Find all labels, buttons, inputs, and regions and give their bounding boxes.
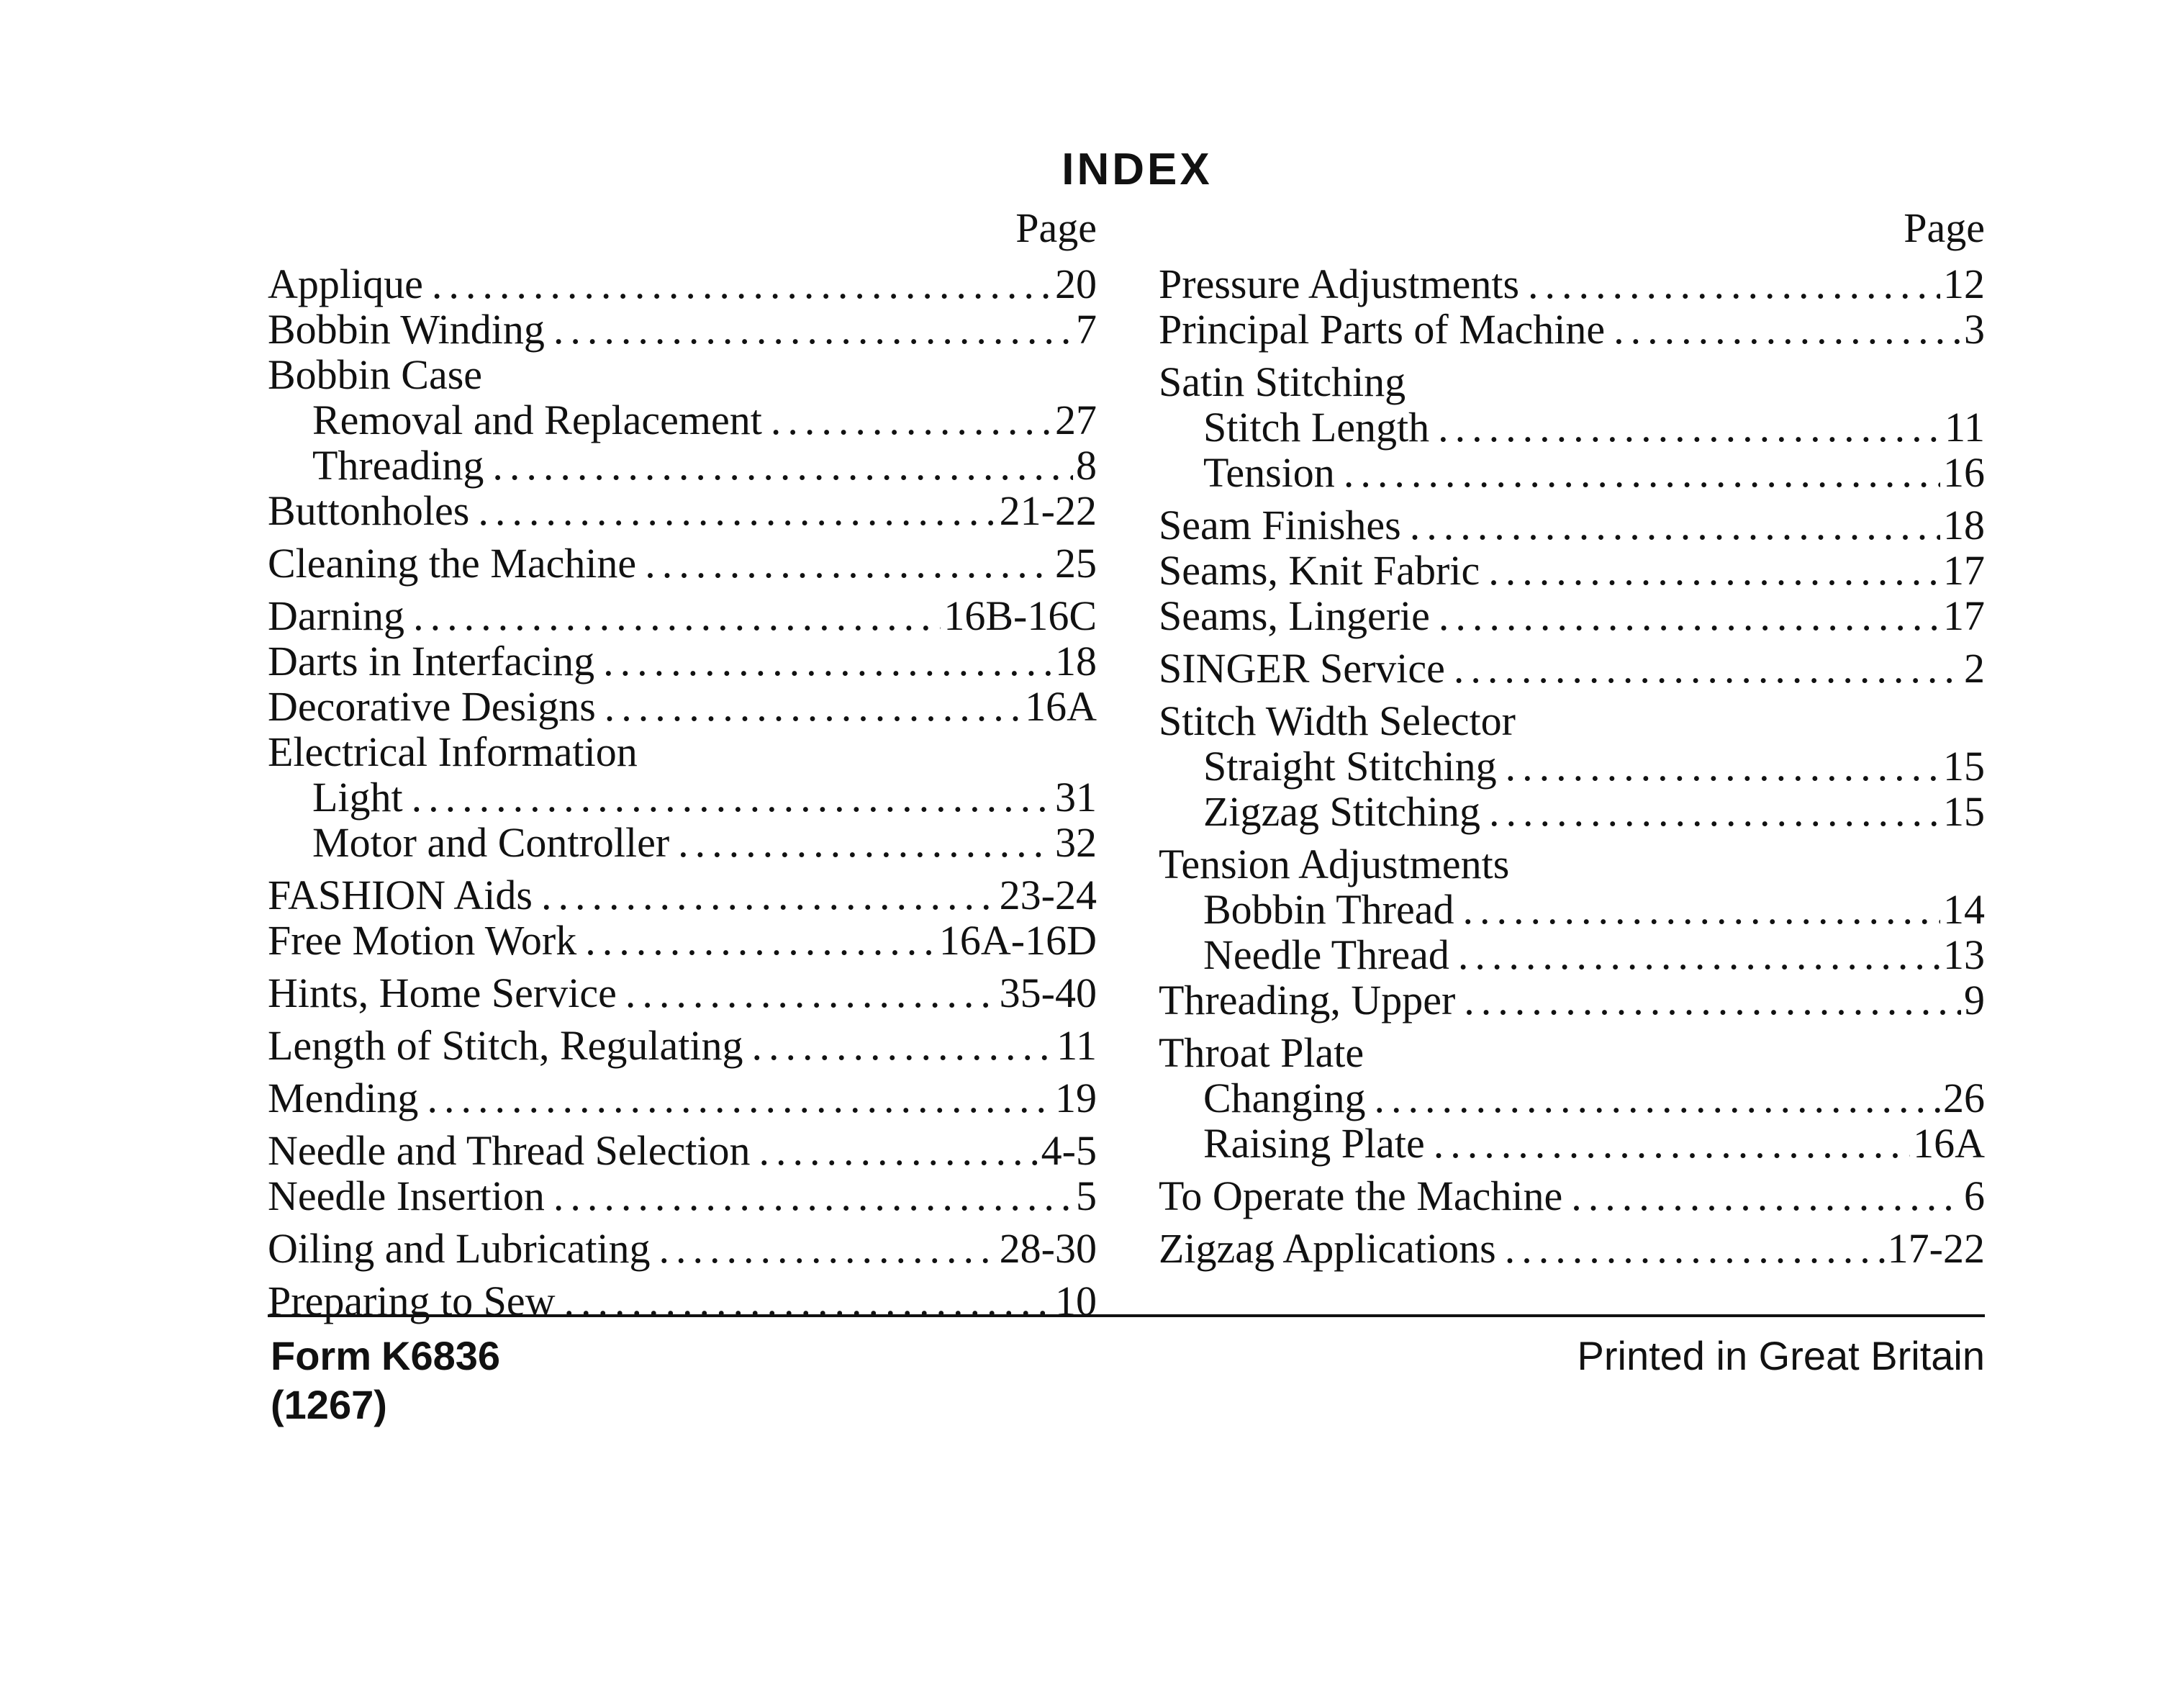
index-subentry: Zigzag Stitching ..... 15	[1159, 789, 1985, 834]
index-entry: Applique ..... 20	[268, 261, 1097, 307]
index-subentry: Stitch Length ..... 11	[1159, 405, 1985, 450]
index-entry: Darts in Interfacing ..... 18	[268, 638, 1097, 684]
index-heading: Stitch Width Selector	[1159, 697, 1516, 744]
index-heading: Throat Plate	[1159, 1029, 1364, 1076]
index-column-right	[1159, 205, 1985, 1271]
index-entry: Seams, Knit Fabric ..... 17	[1159, 548, 1985, 593]
index-entry: Zigzag Applications ..... 17-22	[1159, 1226, 1985, 1271]
form-label: Form	[271, 1333, 371, 1378]
form-identifier	[271, 1332, 510, 1429]
index-entry: SINGER Service ..... 2	[1159, 646, 1985, 691]
index-entry: Needle and Thread Selection ..... 4-5	[268, 1128, 1097, 1173]
index-entry: Length of Stitch, Regulating ..... 11	[268, 1023, 1097, 1068]
index-entry: Bobbin Winding ..... 7	[268, 307, 1097, 352]
index-column-left	[268, 205, 1097, 1324]
index-entry: Threading, Upper ..... 9	[1159, 977, 1985, 1023]
printed-in: Printed in Great Britain	[1577, 1333, 1985, 1378]
index-subentry: Bobbin Thread ..... 14	[1159, 887, 1985, 932]
index-entry: Oiling and Lubricating ..... 28-30	[268, 1226, 1097, 1271]
page-column-header: Page	[1015, 204, 1097, 251]
index-entry: Seam Finishes ..... 18	[1159, 502, 1985, 548]
footer-divider	[268, 1314, 1985, 1317]
index-entry: Pressure Adjustments ..... 12	[1159, 261, 1985, 307]
index-subentry: Threading ..... 8	[268, 443, 1097, 488]
page-title: INDEX	[1062, 145, 1213, 194]
index-subentry: Motor and Controller ..... 32	[268, 820, 1097, 865]
index-entry: Darning ..... 16B-16C	[268, 593, 1097, 638]
index-entry: Mending ..... 19	[268, 1075, 1097, 1121]
index-subentry: Removal and Replacement ..... 27	[268, 397, 1097, 443]
index-entry: Preparing to Sew ..... 10	[268, 1278, 1097, 1324]
index-subentry: Tension ..... 16	[1159, 450, 1985, 495]
index-heading: Electrical Information	[268, 728, 638, 775]
index-entry: Cleaning the Machine ..... 25	[268, 541, 1097, 586]
index-entry: Needle Insertion ..... 5	[268, 1173, 1097, 1219]
index-subentry: Needle Thread ..... 13	[1159, 932, 1985, 977]
index-entry: Free Motion Work ..... 16A-16D	[268, 918, 1097, 963]
form-number: K6836	[381, 1333, 501, 1378]
index-entry: Seams, Lingerie ..... 17	[1159, 593, 1985, 638]
index-entry: FASHION Aids ..... 23-24	[268, 872, 1097, 918]
index-subentry: Raising Plate ..... 16A	[1159, 1121, 1985, 1166]
index-entry: Buttonholes ..... 21-22	[268, 488, 1097, 533]
index-heading: Bobbin Case	[268, 351, 483, 398]
index-entry: Hints, Home Service ..... 35-40	[268, 970, 1097, 1016]
form-code: (1267)	[271, 1382, 387, 1427]
index-entry: To Operate the Machine ..... 6	[1159, 1173, 1985, 1219]
index-heading: Tension Adjustments	[1159, 841, 1510, 887]
index-heading: Satin Stitching	[1159, 358, 1406, 405]
index-subentry: Light ..... 31	[268, 774, 1097, 820]
index-subentry: Straight Stitching ..... 15	[1159, 744, 1985, 789]
index-entry: Decorative Designs ..... 16A	[268, 684, 1097, 729]
page-column-header: Page	[1904, 204, 1985, 251]
index-entry: Principal Parts of Machine ..... 3	[1159, 307, 1985, 352]
index-subentry: Changing ..... 26	[1159, 1075, 1985, 1121]
